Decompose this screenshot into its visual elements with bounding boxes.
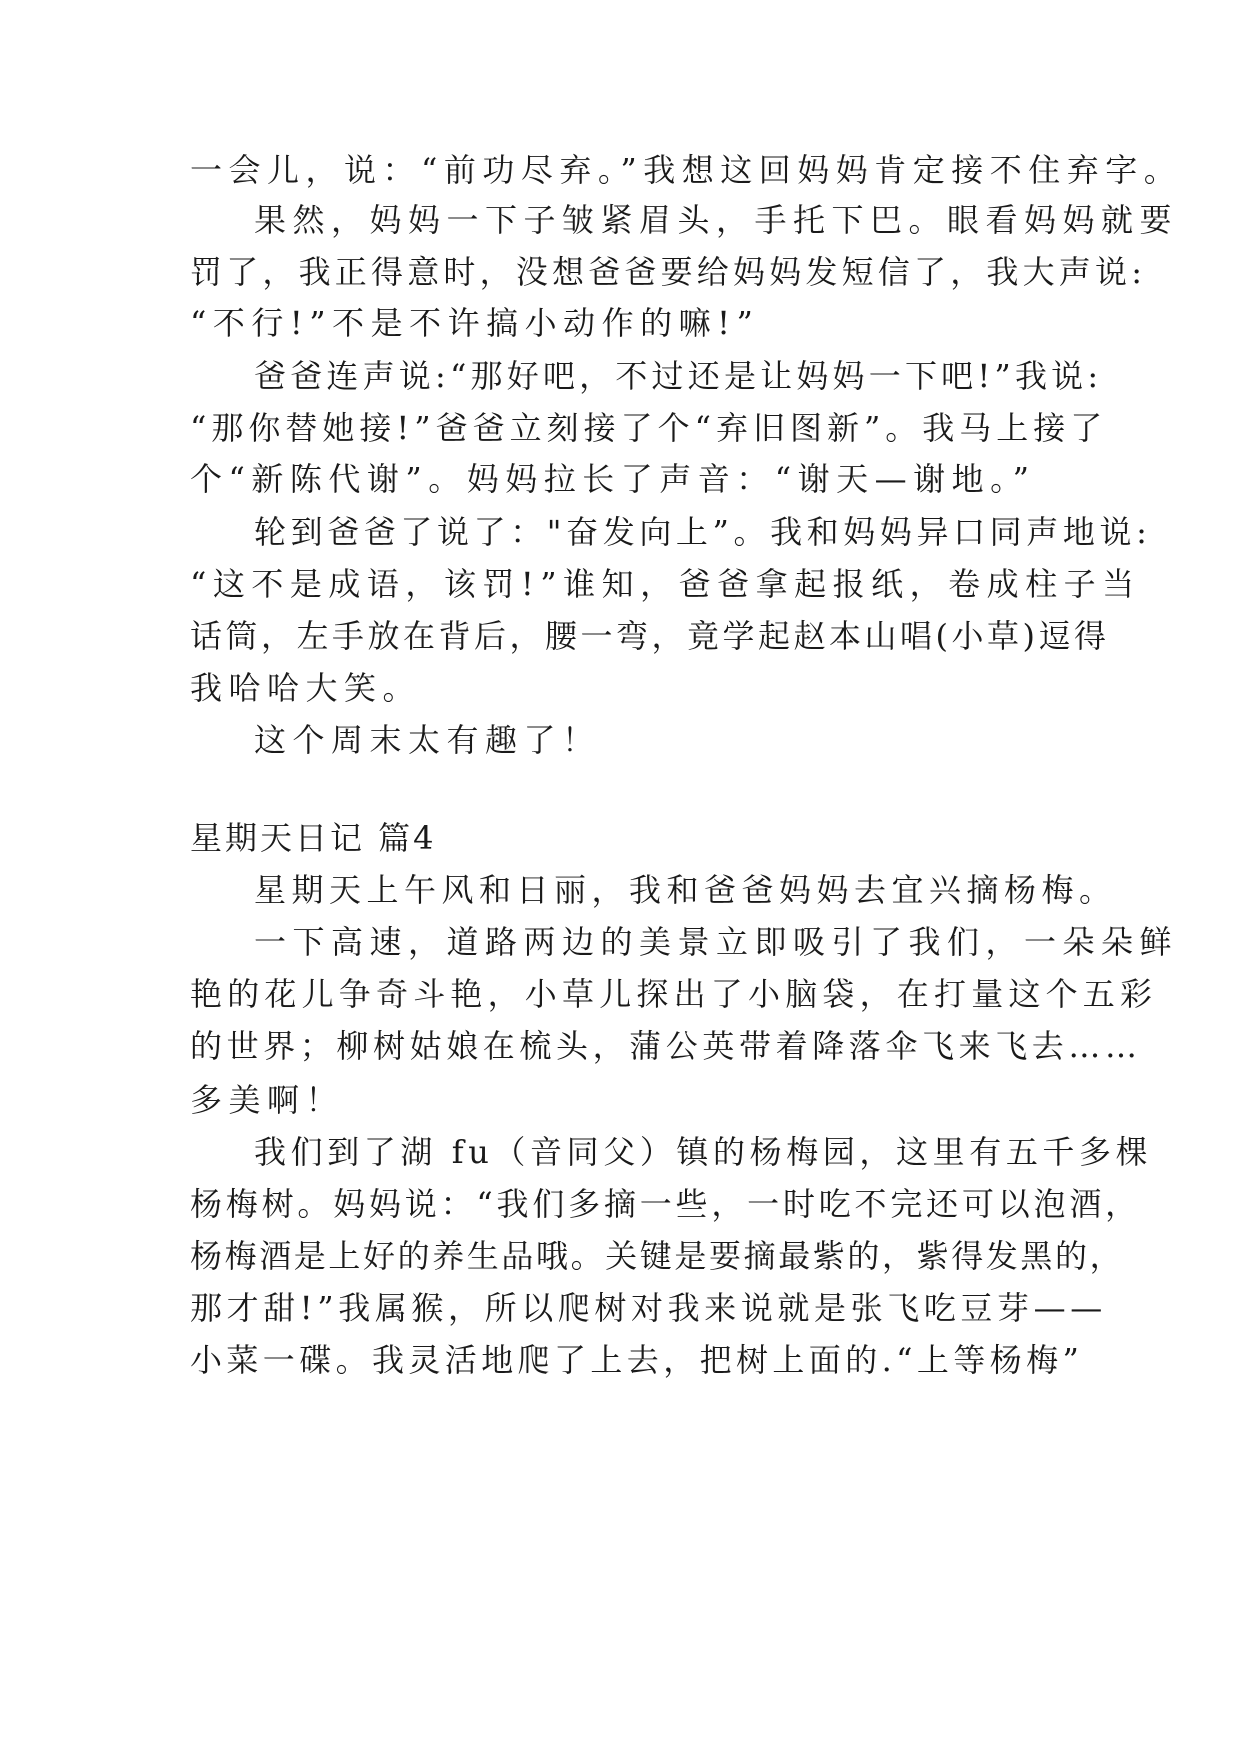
paragraph-line: 杨梅酒是上好的养生品哦。关键是要摘最紫的，紫得发黑的， (190, 1237, 1125, 1275)
paragraph-line: 这个周末太有趣了！ (254, 721, 601, 759)
paragraph-line: 星期天上午风和日丽，我和爸爸妈妈去宜兴摘杨梅。 (254, 871, 1117, 909)
paragraph-line: 我哈哈大笑。 (190, 669, 422, 707)
paragraph-line: 一下高速，道路两边的美景立即吸引了我们，一朵朵鲜 (254, 923, 1179, 961)
paragraph-line: 多美啊！ (190, 1081, 345, 1119)
paragraph-line: 轮到爸爸了说了："奋发向上”。我和妈妈异口同声地说: (254, 513, 1152, 551)
paragraph-line: “那你替她接!”爸爸立刻接了个“弃旧图新”。我马上接了 (190, 409, 1108, 447)
paragraph-line: 一会儿，说：“前功尽弃。”我想这回妈妈肯定接不住弃字。 (190, 151, 1183, 189)
paragraph-line: 罚了，我正得意时，没想爸爸要给妈妈发短信了，我大声说: (190, 253, 1147, 291)
paragraph-line: 话筒，左手放在背后，腰一弯，竟学起赵本山唱(小草)逗得 (190, 617, 1110, 655)
paragraph-line: 的世界；柳树姑娘在梳头，蒲公英带着降落伞飞来飞去…… (190, 1027, 1142, 1065)
paragraph-line: 杨梅树。妈妈说：“我们多摘一些，一时吃不完还可以泡酒， (190, 1185, 1141, 1223)
paragraph-line: 爸爸连声说:“那好吧，不过还是让妈妈一下吧!”我说: (254, 357, 1103, 395)
paragraph-line: 我们到了湖 fu（音同父）镇的杨梅园，这里有五千多棵 (254, 1133, 1153, 1171)
paragraph-line: “不行!”不是不许搞小动作的嘛!” (190, 304, 760, 342)
paragraph-line: 个“新陈代谢”。妈妈拉长了声音：“谢天—谢地。” (190, 460, 1036, 498)
paragraph-line: 小菜一碟。我灵活地爬了上去，把树上面的.“上等杨梅” (190, 1341, 1084, 1379)
paragraph-line: 那才甜!”我属猴，所以爬树对我来说就是张飞吃豆芽—— (190, 1289, 1107, 1327)
section-heading: 星期天日记 篇4 (190, 819, 437, 857)
paragraph-line: “这不是成语，该罚!”谁知，爸爸拿起报纸，卷成柱子当 (190, 565, 1141, 603)
paragraph-line: 果然，妈妈一下子皱紧眉头，手托下巴。眼看妈妈就要 (254, 201, 1179, 239)
paragraph-line: 艳的花儿争奇斗艳，小草儿探出了小脑袋，在打量这个五彩 (190, 975, 1158, 1013)
